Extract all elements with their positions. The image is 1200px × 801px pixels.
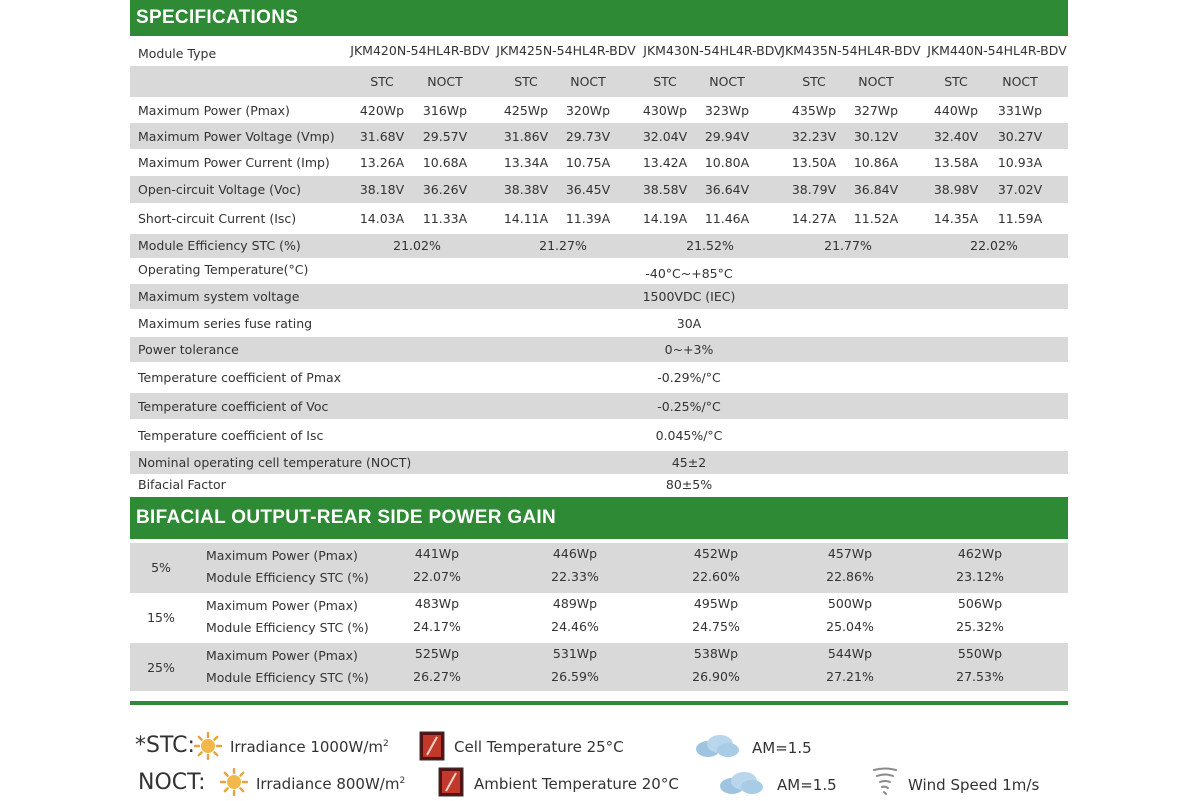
value-cell: 38.98V bbox=[933, 182, 979, 197]
row-label: Short-circuit Current (Isc) bbox=[138, 211, 297, 226]
value-cell: 11.39A bbox=[565, 211, 611, 226]
value-cell: 550Wp bbox=[957, 646, 1003, 661]
value-cell: 14.03A bbox=[359, 211, 405, 226]
cloud-icon bbox=[694, 733, 740, 763]
value-cell: 24.46% bbox=[551, 619, 599, 634]
air-mass-noct: AM=1.5 bbox=[777, 776, 837, 794]
specifications-header: SPECIFICATIONS bbox=[130, 0, 1068, 36]
table-row bbox=[130, 123, 1068, 149]
row-label: Open-circuit Voltage (Voc) bbox=[138, 182, 301, 197]
value-cell: 11.46A bbox=[704, 211, 750, 226]
module-type-label: Module Type bbox=[138, 46, 217, 61]
value-cell: -0.29%/°C bbox=[657, 370, 721, 385]
value-cell: 22.07% bbox=[413, 569, 461, 584]
value-cell: 38.38V bbox=[503, 182, 549, 197]
value-cell: 21.02% bbox=[393, 238, 441, 253]
value-cell: 80±5% bbox=[665, 477, 713, 492]
value-cell: 425Wp bbox=[503, 103, 549, 118]
row-label: Maximum series fuse rating bbox=[138, 316, 313, 331]
cell-temperature: Cell Temperature 25°C bbox=[454, 738, 624, 756]
model-name: JKM440N-54HL4R-BDV bbox=[927, 43, 1067, 58]
value-cell: 531Wp bbox=[552, 646, 598, 661]
value-cell: 525Wp bbox=[414, 646, 460, 661]
value-cell: 22.02% bbox=[970, 238, 1018, 253]
bifacial-row bbox=[130, 593, 1068, 643]
value-cell: 11.59A bbox=[997, 211, 1043, 226]
stc-header: STC bbox=[802, 74, 826, 89]
value-cell: 446Wp bbox=[552, 546, 598, 561]
row-label: Module Efficiency STC (%) bbox=[206, 670, 369, 685]
value-cell: 30.27V bbox=[997, 129, 1043, 144]
value-cell: 21.27% bbox=[539, 238, 587, 253]
wind-speed: Wind Speed 1m/s bbox=[908, 776, 1040, 794]
model-name: JKM435N-54HL4R-BDV bbox=[781, 43, 921, 58]
value-cell: 483Wp bbox=[414, 596, 460, 611]
value-cell: 26.27% bbox=[413, 669, 461, 684]
value-cell: 11.33A bbox=[422, 211, 468, 226]
table-row bbox=[130, 393, 1068, 419]
value-cell: 37.02V bbox=[997, 182, 1043, 197]
divider bbox=[130, 701, 1068, 705]
table-row bbox=[130, 258, 1068, 284]
value-cell: 538Wp bbox=[693, 646, 739, 661]
value-cell: 32.23V bbox=[791, 129, 837, 144]
table-row bbox=[130, 234, 1068, 258]
value-cell: 22.60% bbox=[692, 569, 740, 584]
stc-header: STC bbox=[653, 74, 677, 89]
row-label: Module Efficiency STC (%) bbox=[206, 620, 369, 635]
value-cell: 25.04% bbox=[826, 619, 874, 634]
value-cell: 22.33% bbox=[551, 569, 599, 584]
bifacial-row bbox=[130, 543, 1068, 593]
value-cell: 13.50A bbox=[791, 155, 837, 170]
value-cell: 36.84V bbox=[853, 182, 899, 197]
thermometer-icon bbox=[419, 731, 445, 765]
value-cell: 457Wp bbox=[827, 546, 873, 561]
value-cell: 10.68A bbox=[422, 155, 468, 170]
value-cell: 462Wp bbox=[957, 546, 1003, 561]
row-label: Bifacial Factor bbox=[138, 477, 226, 492]
row-label: Temperature coefficient of Voc bbox=[138, 399, 329, 414]
value-cell: 27.21% bbox=[826, 669, 874, 684]
value-cell: 23.12% bbox=[956, 569, 1004, 584]
value-cell: 500Wp bbox=[827, 596, 873, 611]
table-row bbox=[130, 309, 1068, 337]
value-cell: 13.26A bbox=[359, 155, 405, 170]
value-cell: 29.73V bbox=[565, 129, 611, 144]
value-cell: 10.75A bbox=[565, 155, 611, 170]
bifacial-header: BIFACIAL OUTPUT-REAR SIDE POWER GAIN bbox=[130, 497, 1068, 539]
table-row bbox=[130, 451, 1068, 474]
row-label: Maximum system voltage bbox=[138, 289, 300, 304]
stc-irradiance: Irradiance $1000W/m^2$ bbox=[230, 738, 389, 756]
value-cell: 14.19A bbox=[642, 211, 688, 226]
row-label: Power tolerance bbox=[138, 342, 239, 357]
value-cell: 10.86A bbox=[853, 155, 899, 170]
sun-icon bbox=[220, 768, 248, 800]
table-row bbox=[130, 284, 1068, 309]
stc-header: STC bbox=[370, 74, 394, 89]
model-name: JKM430N-54HL4R-BDV bbox=[643, 43, 783, 58]
table-row bbox=[130, 203, 1068, 234]
value-cell: 495Wp bbox=[693, 596, 739, 611]
value-cell: 26.90% bbox=[692, 669, 740, 684]
value-cell: 452Wp bbox=[693, 546, 739, 561]
value-cell: 316Wp bbox=[422, 103, 468, 118]
row-label: Temperature coefficient of Pmax bbox=[138, 370, 342, 385]
table-row bbox=[130, 176, 1068, 203]
value-cell: 323Wp bbox=[704, 103, 750, 118]
value-cell: 27.53% bbox=[956, 669, 1004, 684]
table-row bbox=[130, 149, 1068, 176]
gain-label: 15% bbox=[147, 610, 175, 625]
cloud-icon bbox=[718, 770, 764, 800]
model-name: JKM425N-54HL4R-BDV bbox=[496, 43, 636, 58]
value-cell: 21.77% bbox=[824, 238, 872, 253]
wind-icon bbox=[872, 766, 898, 800]
value-cell: 0.045%/°C bbox=[655, 428, 723, 443]
value-cell: 14.35A bbox=[933, 211, 979, 226]
value-cell: 32.40V bbox=[933, 129, 979, 144]
noct-header: NOCT bbox=[1002, 74, 1038, 89]
value-cell: 36.45V bbox=[565, 182, 611, 197]
noct-header: NOCT bbox=[427, 74, 463, 89]
stc-header: STC bbox=[944, 74, 968, 89]
value-cell: 544Wp bbox=[827, 646, 873, 661]
value-cell: 320Wp bbox=[565, 103, 611, 118]
table-row bbox=[130, 419, 1068, 451]
value-cell: 24.75% bbox=[692, 619, 740, 634]
value-cell: 13.58A bbox=[933, 155, 979, 170]
value-cell: 38.79V bbox=[791, 182, 837, 197]
value-cell: -0.25%/°C bbox=[657, 399, 721, 414]
row-label: Module Efficiency STC (%) bbox=[138, 238, 301, 253]
value-cell: 30.12V bbox=[853, 129, 899, 144]
gain-label: 5% bbox=[151, 560, 171, 575]
value-cell: 506Wp bbox=[957, 596, 1003, 611]
noct-header: NOCT bbox=[570, 74, 606, 89]
row-label: Maximum Power (Pmax) bbox=[138, 103, 290, 118]
value-cell: 32.04V bbox=[642, 129, 688, 144]
noct-legend-label: NOCT: bbox=[138, 770, 206, 795]
value-cell: 327Wp bbox=[853, 103, 899, 118]
table-row bbox=[130, 474, 1068, 494]
value-cell: 45±2 bbox=[671, 455, 707, 470]
value-cell: 0~+3% bbox=[664, 342, 714, 357]
value-cell: 24.17% bbox=[413, 619, 461, 634]
value-cell: 331Wp bbox=[997, 103, 1043, 118]
value-cell: 430Wp bbox=[642, 103, 688, 118]
value-cell: 441Wp bbox=[414, 546, 460, 561]
row-label: Maximum Power Current (Imp) bbox=[138, 155, 330, 170]
row-label: Temperature coefficient of Isc bbox=[138, 428, 324, 443]
value-cell: 30A bbox=[676, 316, 702, 331]
value-cell: 11.52A bbox=[853, 211, 899, 226]
value-cell: 13.42A bbox=[642, 155, 688, 170]
value-cell: 29.57V bbox=[422, 129, 468, 144]
row-label: Maximum Power (Pmax) bbox=[206, 548, 358, 563]
value-cell: -40°C~+85°C bbox=[645, 266, 733, 281]
gain-label: 25% bbox=[147, 660, 175, 675]
row-label: Maximum Power (Pmax) bbox=[206, 598, 358, 613]
value-cell: 38.58V bbox=[642, 182, 688, 197]
stc-legend-label: *STC: bbox=[135, 733, 195, 758]
table-row bbox=[130, 66, 1068, 97]
noct-header: NOCT bbox=[709, 74, 745, 89]
stc-header: STC bbox=[514, 74, 538, 89]
value-cell: 21.52% bbox=[686, 238, 734, 253]
value-cell: 36.26V bbox=[422, 182, 468, 197]
air-mass-stc: AM=1.5 bbox=[752, 739, 812, 757]
sun-icon bbox=[194, 732, 222, 764]
value-cell: 1500VDC (IEC) bbox=[642, 289, 736, 304]
row-label: Module Efficiency STC (%) bbox=[206, 570, 369, 585]
value-cell: 435Wp bbox=[791, 103, 837, 118]
value-cell: 26.59% bbox=[551, 669, 599, 684]
table-row bbox=[130, 40, 1068, 66]
value-cell: 420Wp bbox=[359, 103, 405, 118]
table-row bbox=[130, 337, 1068, 362]
value-cell: 36.64V bbox=[704, 182, 750, 197]
ambient-temperature: Ambient Temperature 20°C bbox=[474, 775, 679, 793]
value-cell: 29.94V bbox=[704, 129, 750, 144]
bifacial-row bbox=[130, 643, 1068, 691]
value-cell: 31.68V bbox=[359, 129, 405, 144]
value-cell: 22.86% bbox=[826, 569, 874, 584]
row-label: Maximum Power (Pmax) bbox=[206, 648, 358, 663]
row-label: Operating Temperature(°C) bbox=[138, 262, 309, 277]
value-cell: 489Wp bbox=[552, 596, 598, 611]
noct-irradiance: Irradiance $800W/m^2$ bbox=[256, 775, 406, 793]
value-cell: 440Wp bbox=[933, 103, 979, 118]
value-cell: 13.34A bbox=[503, 155, 549, 170]
row-label: Maximum Power Voltage (Vmp) bbox=[138, 129, 335, 144]
model-name: JKM420N-54HL4R-BDV bbox=[350, 43, 490, 58]
row-label: Nominal operating cell temperature (NOCT) bbox=[138, 455, 412, 470]
value-cell: 14.11A bbox=[503, 211, 549, 226]
table-row bbox=[130, 97, 1068, 123]
value-cell: 38.18V bbox=[359, 182, 405, 197]
thermometer-icon bbox=[438, 767, 464, 801]
value-cell: 10.80A bbox=[704, 155, 750, 170]
value-cell: 25.32% bbox=[956, 619, 1004, 634]
value-cell: 10.93A bbox=[997, 155, 1043, 170]
value-cell: 14.27A bbox=[791, 211, 837, 226]
value-cell: 31.86V bbox=[503, 129, 549, 144]
noct-header: NOCT bbox=[858, 74, 894, 89]
table-row bbox=[130, 362, 1068, 393]
